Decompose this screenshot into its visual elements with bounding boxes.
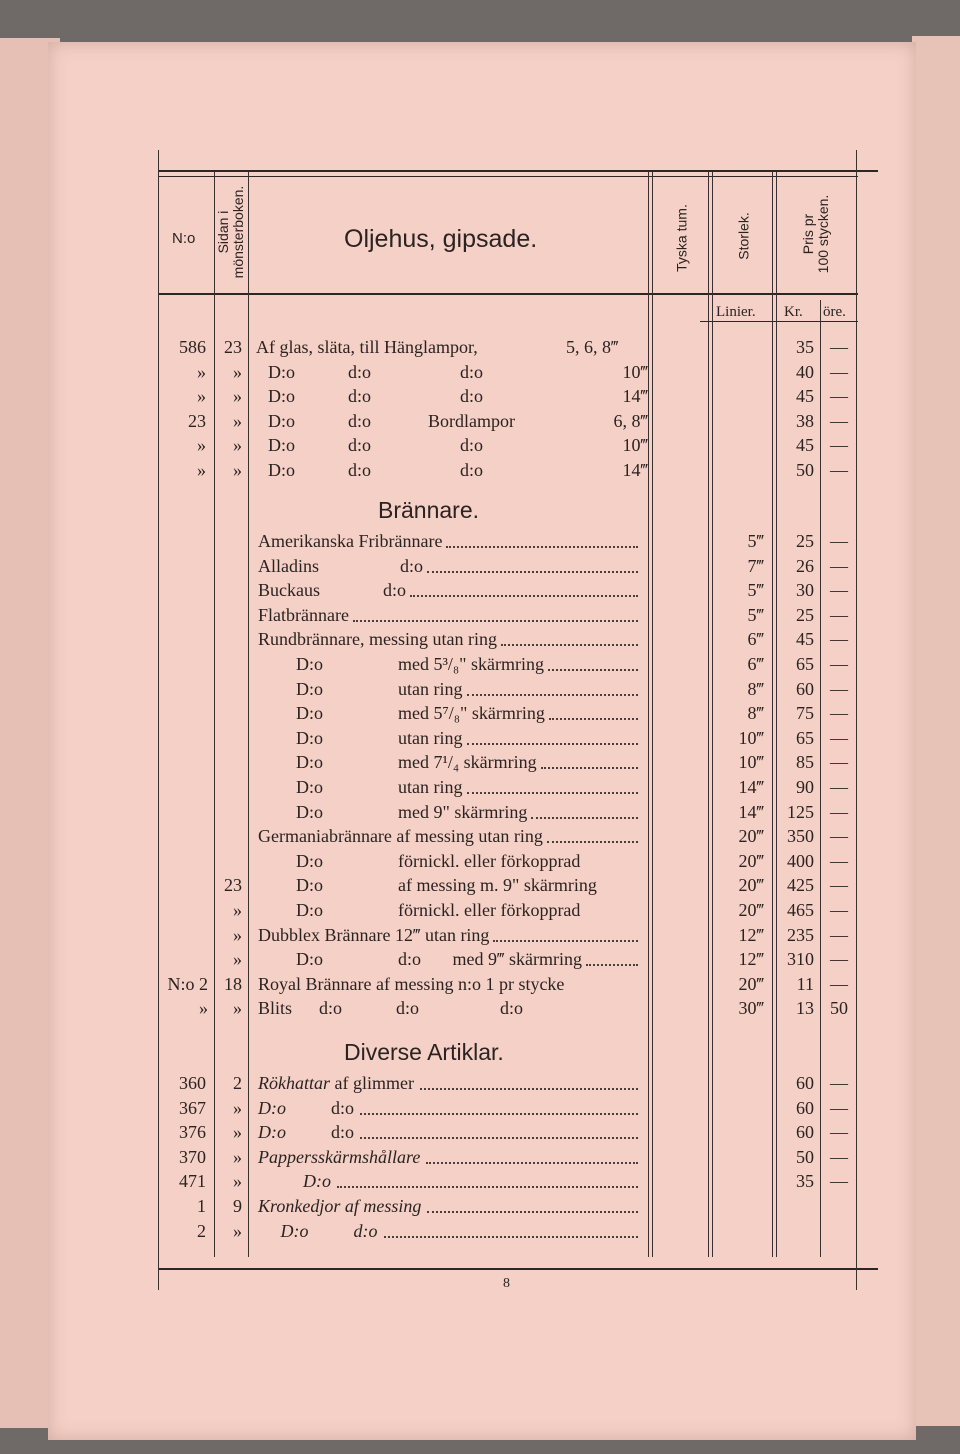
item-number: 360: [179, 1073, 206, 1093]
price-kr: 45: [796, 435, 814, 456]
catalog-page: »: [233, 435, 242, 456]
item-description-2: d:o: [348, 386, 372, 407]
price-kr: 50: [796, 1146, 814, 1167]
catalog-page: »: [233, 949, 242, 970]
size-linier: 30‴: [738, 998, 764, 1019]
column-rule: [708, 172, 709, 1257]
leader-dots: [420, 1088, 638, 1090]
item-description: D:o: [258, 1097, 286, 1118]
size-linier: 10‴: [738, 727, 764, 748]
price-ore: —: [830, 604, 848, 625]
price-ore: —: [830, 1122, 848, 1143]
item-variant: utan ring: [398, 777, 463, 797]
catalog-page: »: [233, 1146, 242, 1167]
item-description: D:o: [268, 435, 295, 456]
price-ore: —: [830, 337, 848, 357]
item-size: 6, 8‴: [613, 410, 648, 431]
leader-dots: [446, 546, 638, 548]
item-number: »: [197, 386, 206, 407]
section-heading-diverse: Diverse Artiklar.: [344, 1039, 504, 1065]
size-linier: 5‴: [747, 604, 764, 625]
item-size: 10‴: [622, 435, 648, 456]
item-variant: d:o med 9‴ skärmring: [398, 949, 582, 970]
price-ore: —: [830, 727, 848, 748]
item-description: D:o: [296, 801, 323, 822]
item-description-2: d:o: [348, 361, 372, 382]
leader-dots: [360, 1137, 638, 1139]
item-number: N:o 2: [167, 973, 208, 994]
price-kr: 65: [796, 727, 814, 748]
header-bottom-rule: [158, 293, 858, 295]
item-description: D:o: [296, 777, 323, 797]
price-kr: 30: [796, 580, 814, 601]
catalog-page: »: [233, 998, 242, 1019]
price-ore: —: [830, 1146, 848, 1167]
item-variant: med 9" skärmring: [398, 801, 528, 822]
size-linier: 20‴: [738, 973, 764, 994]
item-description: D:o: [268, 386, 295, 407]
item-description: Alladins d:o: [258, 555, 423, 576]
leader-dots: [467, 694, 639, 696]
leader-dots: [586, 964, 638, 966]
unit-ore: öre.: [823, 304, 846, 320]
size-linier: 20‴: [738, 875, 764, 896]
leader-dots: [531, 817, 638, 819]
item-description: D:o: [296, 752, 323, 773]
price-ore: —: [830, 924, 848, 945]
leader-dots: [493, 940, 638, 942]
item-number: 471: [179, 1171, 206, 1192]
leader-dots: [548, 669, 638, 671]
price-kr: 400: [787, 850, 814, 871]
item-description-3: d:o: [460, 386, 484, 407]
item-description: Flatbrännare: [258, 604, 349, 625]
page-number: 8: [503, 1276, 510, 1291]
item-variant: med 7¹/₄ skärmring: [398, 752, 537, 773]
price-kr: 60: [796, 1122, 814, 1143]
item-description: Kronkedjor af messing: [258, 1196, 422, 1216]
leader-dots: [501, 644, 638, 646]
price-ore: —: [830, 875, 848, 896]
size-linier: 12‴: [738, 924, 764, 945]
catalog-page: »: [233, 386, 242, 407]
size-linier: 14‴: [738, 777, 764, 797]
item-number: 370: [179, 1146, 206, 1167]
price-ore: —: [830, 580, 848, 601]
item-description-2: d:o: [348, 460, 372, 480]
leader-dots: [427, 571, 638, 573]
price-ore: —: [830, 973, 848, 994]
leader-dots: [337, 1186, 638, 1188]
price-ore: —: [830, 801, 848, 822]
header-tyska: Tyska tum.: [673, 204, 690, 272]
item-description: D:o: [296, 850, 323, 871]
price-kr: 60: [796, 1073, 814, 1093]
size-linier: 5‴: [747, 531, 764, 551]
price-kr: 425: [787, 875, 814, 896]
size-linier: 14‴: [738, 801, 764, 822]
price-ore: —: [830, 629, 848, 650]
item-description: Dubblex Brännare 12‴ utan ring: [258, 924, 490, 945]
catalog-page: »: [233, 900, 242, 920]
price-ore: —: [830, 654, 848, 674]
price-ore: —: [830, 460, 848, 480]
catalog-page: 2: [233, 1073, 242, 1093]
item-description-3: 5, 6, 8‴: [566, 337, 619, 357]
item-description: Rökhattar: [258, 1073, 330, 1093]
price-ore: —: [830, 949, 848, 970]
item-variant: af messing m. 9" skärmring: [398, 875, 597, 896]
catalog-page: »: [233, 410, 242, 431]
price-kr: 35: [796, 1171, 814, 1192]
item-variant: med 5³/₈" skärmring: [398, 654, 544, 674]
item-description: D:o: [258, 1122, 286, 1143]
price-kr: 350: [787, 826, 814, 847]
price-ore: —: [830, 410, 848, 431]
leader-dots: [410, 595, 638, 597]
price-kr: 38: [796, 410, 814, 431]
column-rule: [856, 150, 857, 1290]
price-ore: —: [830, 703, 848, 724]
price-kr: 90: [796, 777, 814, 797]
price-ore: —: [830, 1097, 848, 1118]
item-variant: utan ring: [398, 678, 463, 699]
section-heading-brannare: Brännare.: [378, 497, 480, 523]
item-number: 367: [179, 1097, 206, 1118]
item-size: 14‴: [622, 386, 648, 407]
item-variant: förnickl. eller förkopprad: [398, 850, 581, 871]
price-kr: 26: [796, 555, 814, 576]
item-description: D:o: [296, 900, 323, 920]
item-description-3: d:o: [460, 460, 484, 480]
item-number: »: [197, 361, 206, 382]
price-kr: 60: [796, 1097, 814, 1118]
column-rule: [648, 172, 649, 1257]
item-description: Royal Brännare af messing n:o 1 pr stycke: [258, 973, 565, 994]
size-linier: 7‴: [747, 555, 764, 576]
price-ore: —: [830, 1073, 848, 1093]
item-size: 14‴: [622, 460, 648, 480]
size-linier: 12‴: [738, 949, 764, 970]
item-description: Amerikanska Fribrännare: [258, 531, 443, 551]
price-kr: 11: [796, 973, 814, 994]
item-number: 2: [197, 1220, 206, 1241]
size-linier: 6‴: [747, 629, 764, 650]
header-no: N:o: [172, 230, 196, 247]
table-bottom-rule: [158, 1268, 878, 1270]
price-ore: —: [830, 900, 848, 920]
leader-dots: [467, 743, 639, 745]
item-number: »: [199, 998, 208, 1019]
item-variant: förnickl. eller förkopprad: [398, 900, 581, 920]
price-kr: 25: [796, 604, 814, 625]
column-rule: [772, 172, 773, 1257]
item-description-2: d:o: [348, 410, 372, 431]
item-description: Blits d:o d:o d:o: [258, 998, 524, 1019]
item-description: D:o: [296, 703, 323, 724]
price-ore: —: [830, 777, 848, 797]
price-ore: —: [830, 1171, 848, 1192]
item-description: Buckaus d:o: [258, 580, 406, 601]
price-kr: 45: [796, 386, 814, 407]
catalog-page: »: [233, 1171, 242, 1192]
item-description: D:o: [296, 678, 323, 699]
price-kr: 40: [796, 361, 814, 382]
size-linier: 8‴: [747, 703, 764, 724]
item-description: D:o: [268, 410, 295, 431]
catalog-page: »: [233, 1220, 242, 1241]
item-size: 10‴: [622, 361, 648, 382]
table-top-rule: [158, 170, 878, 172]
size-linier: 20‴: [738, 850, 764, 871]
price-ore: —: [830, 826, 848, 847]
item-number: 23: [188, 410, 206, 431]
leader-dots: [467, 792, 639, 794]
leader-dots: [427, 1211, 638, 1213]
price-kr: 60: [796, 678, 814, 699]
price-kr: 125: [787, 801, 814, 822]
catalog-page: »: [233, 1097, 242, 1118]
item-description-3: d:o: [460, 361, 484, 382]
item-description: D:o: [296, 654, 323, 674]
price-kr: 13: [796, 998, 814, 1019]
price-ore: —: [830, 678, 848, 699]
leader-dots: [541, 767, 638, 769]
item-description: Rundbrännare, messing utan ring: [258, 629, 497, 650]
item-number: 1: [197, 1196, 206, 1216]
catalog-page: »: [233, 1122, 242, 1143]
catalog-page: »: [233, 361, 242, 382]
item-variant: med 5⁷/₈" skärmring: [398, 703, 545, 724]
catalog-page: 23: [224, 875, 242, 896]
item-description: D:o: [296, 875, 323, 896]
size-linier: 6‴: [747, 654, 764, 674]
leader-dots: [549, 718, 638, 720]
item-description: D:o: [258, 1171, 331, 1192]
price-ore: —: [830, 555, 848, 576]
leader-dots: [426, 1162, 638, 1164]
header-sidan: Sidan i mönsterboken.: [215, 185, 246, 279]
header-storlek: Storlek.: [735, 212, 752, 260]
item-description: D:o: [296, 949, 323, 970]
item-description: D:o d:o: [258, 1220, 378, 1241]
price-ore: —: [830, 361, 848, 382]
size-linier: 5‴: [747, 580, 764, 601]
item-number: »: [197, 435, 206, 456]
leader-dots: [384, 1236, 639, 1238]
price-ore: —: [830, 435, 848, 456]
size-linier: 20‴: [738, 900, 764, 920]
size-linier: 10‴: [738, 752, 764, 773]
item-description: D:o: [268, 460, 295, 480]
leader-dots: [360, 1113, 638, 1115]
price-kr: 50: [796, 460, 814, 480]
table-top-rule-inner: [158, 176, 858, 177]
catalog-page: »: [233, 924, 242, 945]
item-description: D:o: [296, 727, 323, 748]
price-kr: 25: [796, 531, 814, 551]
price-kr: 85: [796, 752, 814, 773]
catalog-page: 9: [233, 1196, 242, 1216]
price-kr: 465: [787, 900, 814, 920]
price-kr: 235: [787, 924, 814, 945]
price-ore: —: [830, 752, 848, 773]
size-linier: 8‴: [747, 678, 764, 699]
catalog-page: 23: [224, 337, 242, 357]
price-kr: 45: [796, 629, 814, 650]
item-description-2: d:o: [348, 435, 372, 456]
item-description: D:o: [268, 361, 295, 382]
item-number: 376: [179, 1122, 206, 1143]
unit-linier: Linier.: [716, 304, 756, 320]
price-kr: 310: [787, 949, 814, 970]
item-description: Pappersskärmshållare: [258, 1146, 421, 1167]
item-description-rest: d:o: [286, 1122, 355, 1143]
item-variant: utan ring: [398, 727, 463, 748]
unit-kr: Kr.: [784, 304, 803, 320]
item-description: Af glas, släta, till Hänglampor,: [256, 337, 478, 357]
column-rule: [248, 172, 249, 1257]
price-ore: —: [830, 850, 848, 871]
price-ore: 50: [830, 998, 848, 1019]
item-number: 586: [179, 337, 206, 357]
catalog-page: 18: [224, 973, 242, 994]
item-description-3: d:o: [460, 435, 484, 456]
price-kr: 65: [796, 654, 814, 674]
page-title: Oljehus, gipsade.: [344, 225, 538, 253]
item-description-rest: d:o: [286, 1097, 355, 1118]
price-kr: 75: [796, 703, 814, 724]
item-description-rest: af glimmer: [330, 1073, 414, 1093]
price-ore: —: [830, 531, 848, 551]
item-description: Germaniabrännare af messing utan ring: [258, 826, 543, 847]
price-ore: —: [830, 386, 848, 407]
catalog-page: »: [233, 460, 242, 480]
size-linier: 20‴: [738, 826, 764, 847]
leader-dots: [547, 841, 638, 843]
item-description-3: Bordlampor: [428, 410, 515, 431]
item-number: »: [197, 460, 206, 480]
leader-dots: [353, 620, 638, 622]
column-rule: [652, 172, 653, 1257]
header-pris: Pris pr 100 stycken.: [800, 194, 831, 274]
price-kr: 35: [796, 337, 814, 357]
